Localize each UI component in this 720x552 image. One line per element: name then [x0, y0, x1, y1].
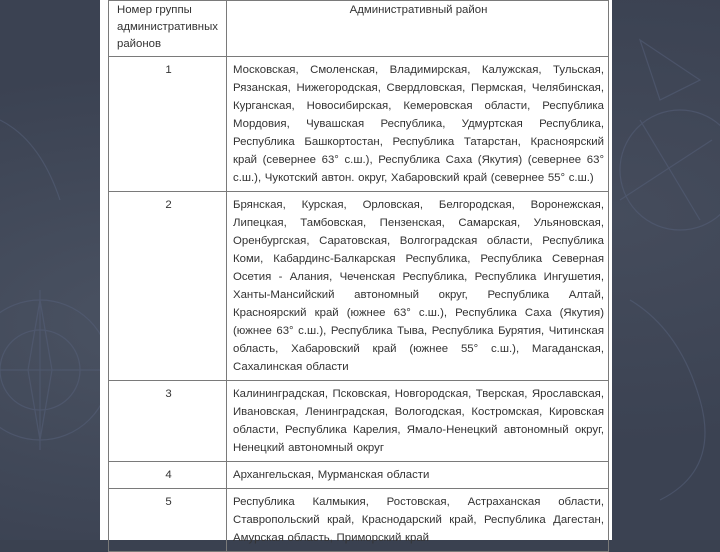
document-sheet: [100, 0, 612, 544]
header-district: Административный район: [227, 1, 609, 57]
table-row: [109, 192, 609, 381]
group-number-cell: 4: [109, 462, 227, 489]
districts-cell: Республика Калмыкия, Ростовская, Астраханская области, Ставропольский край, Краснодарский край, Республика Дагестан, Амурская область, Приморский край: [227, 489, 609, 552]
group-number-cell: 2: [109, 192, 227, 381]
table-row: [109, 489, 609, 552]
group-number-cell: 3: [109, 381, 227, 462]
group-number-cell: 5: [109, 489, 227, 552]
table-row: [109, 462, 609, 489]
table-row: [109, 381, 609, 462]
table-header-row: [109, 1, 609, 57]
districts-cell: Московская, Смоленская, Владимирская, Калужская, Тульская, Рязанская, Нижегородская, Свердловская, Пермская, Челябинская, Курганская, Новосибирская, Кемеровская области, Республика Мордовия, Чувашская Республика, Удмуртская Республика, Республика Башкортостан, Республика Татарстан, Красноярский край (севернее 63° с.ш.), Республика Саха (Якутия) (севернее 63° с.ш.), Чукотский автон. округ, Хабаровский край (севернее 55° с.ш.): [227, 57, 609, 192]
table-row: [109, 57, 609, 192]
group-number-cell: 1: [109, 57, 227, 192]
districts-cell: Брянская, Курская, Орловская, Белгородская, Воронежская, Липецкая, Тамбовская, Пензенская, Самарская, Ульяновская, Оренбургская, Саратовская, Волгоградская области, Республика Коми, Кабардинс-Балкарская Республика, Республика Северная Осетия - Алания, Чеченская Республика, Республика Ингушетия, Ханты-Мансийский автономный округ, Республика Алтай, Красноярский край (южнее 63° с.ш.), Республика Саха (Якутия) (южнее 63° с.ш.), Республика Тыва, Республика Бурятия, Читинская область, Хабаровский край (южнее 55° с.ш.), Магаданская, Сахалинская области: [227, 192, 609, 381]
districts-cell: Калининградская, Псковская, Новгородская, Тверская, Ярославская, Ивановская, Ленинградская, Вологодская, Костромская, Кировская области, Республика Карелия, Ямало-Ненецкий автономный округ, Ненецкий автономный округ: [227, 381, 609, 462]
header-group-number: Номер группы административных районов: [109, 1, 227, 57]
districts-cell: Архангельская, Мурманская области: [227, 462, 609, 489]
climate-groups-table: [108, 0, 609, 552]
